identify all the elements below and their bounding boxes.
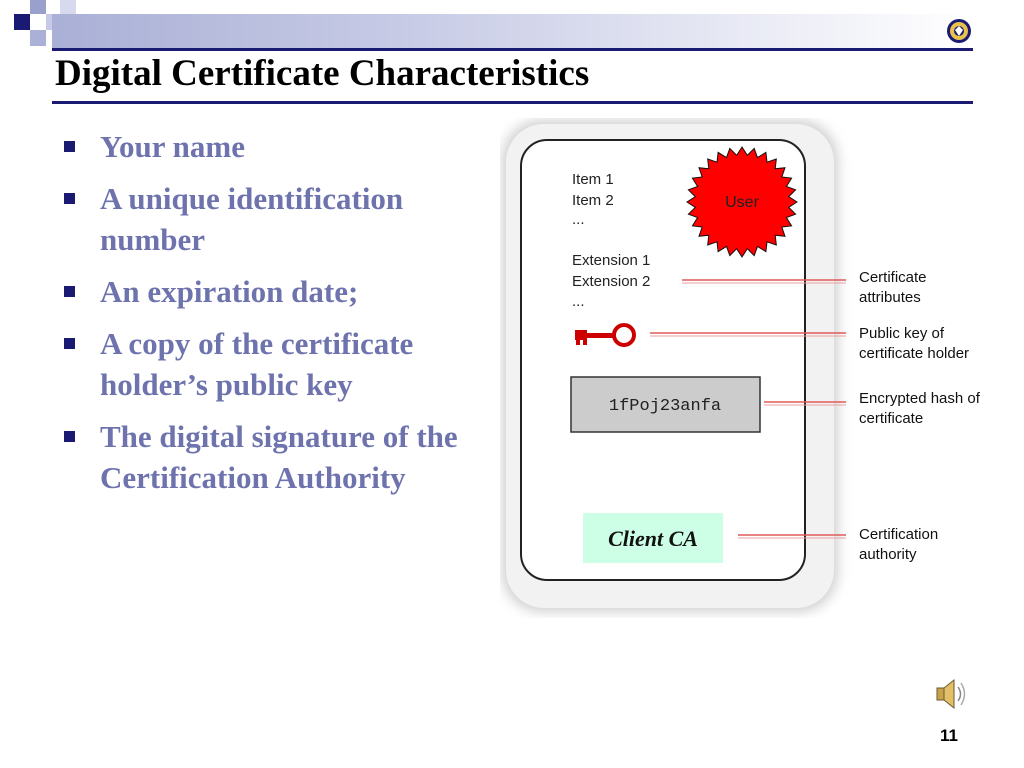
bullet-marker xyxy=(64,193,75,204)
callout-labels xyxy=(859,269,981,563)
callout-publickey-line2: certificate holder xyxy=(859,345,970,362)
header-rule xyxy=(52,48,973,51)
bullet-marker xyxy=(64,431,75,442)
callout-publickey-line1: Public key of xyxy=(859,325,945,342)
extension-line: Extension 2 xyxy=(572,273,651,290)
callout-ca-line2: authority xyxy=(859,546,917,563)
bullet-item xyxy=(62,416,482,498)
extension-line: Extension 1 xyxy=(572,252,651,269)
bullet-text: The digital signature of the Certification Authority xyxy=(100,419,458,495)
bullet-item xyxy=(62,271,482,312)
bullet-marker xyxy=(64,338,75,349)
extension-line: ... xyxy=(572,293,585,310)
emblem-icon xyxy=(946,18,972,44)
certificate-diagram xyxy=(500,118,1010,618)
bullet-list xyxy=(62,126,482,509)
bullet-item xyxy=(62,126,482,167)
callout-attributes-line1: Certificate xyxy=(859,269,927,286)
header-band xyxy=(52,14,972,48)
title-rule xyxy=(52,101,973,104)
ca-label: Client CA xyxy=(608,526,698,551)
callout-attributes-line2: attributes xyxy=(859,289,921,306)
item-line: Item 2 xyxy=(572,192,614,209)
page-number: 11 xyxy=(940,726,958,745)
item-line: Item 1 xyxy=(572,171,614,188)
bullet-text: An expiration date; xyxy=(100,274,359,309)
speaker-icon[interactable] xyxy=(932,676,968,712)
callout-hash-line1: Encrypted hash of xyxy=(859,390,980,407)
seal-label: User xyxy=(725,194,759,211)
slide-title: Digital Certificate Characteristics xyxy=(55,53,590,94)
bullet-text: Your name xyxy=(100,129,245,164)
callout-ca-line1: Certification xyxy=(859,526,939,543)
bullet-text: A unique identification number xyxy=(100,181,404,257)
bullet-item xyxy=(62,323,482,405)
bullet-marker xyxy=(64,286,75,297)
bullet-item xyxy=(62,178,482,260)
item-line: ... xyxy=(572,211,585,228)
bullet-text: A copy of the certificate holder’s public key xyxy=(100,326,414,402)
hash-value: 1fPoj23anfa xyxy=(608,397,722,416)
callout-hash-line2: certificate xyxy=(859,410,924,427)
bullet-marker xyxy=(64,141,75,152)
